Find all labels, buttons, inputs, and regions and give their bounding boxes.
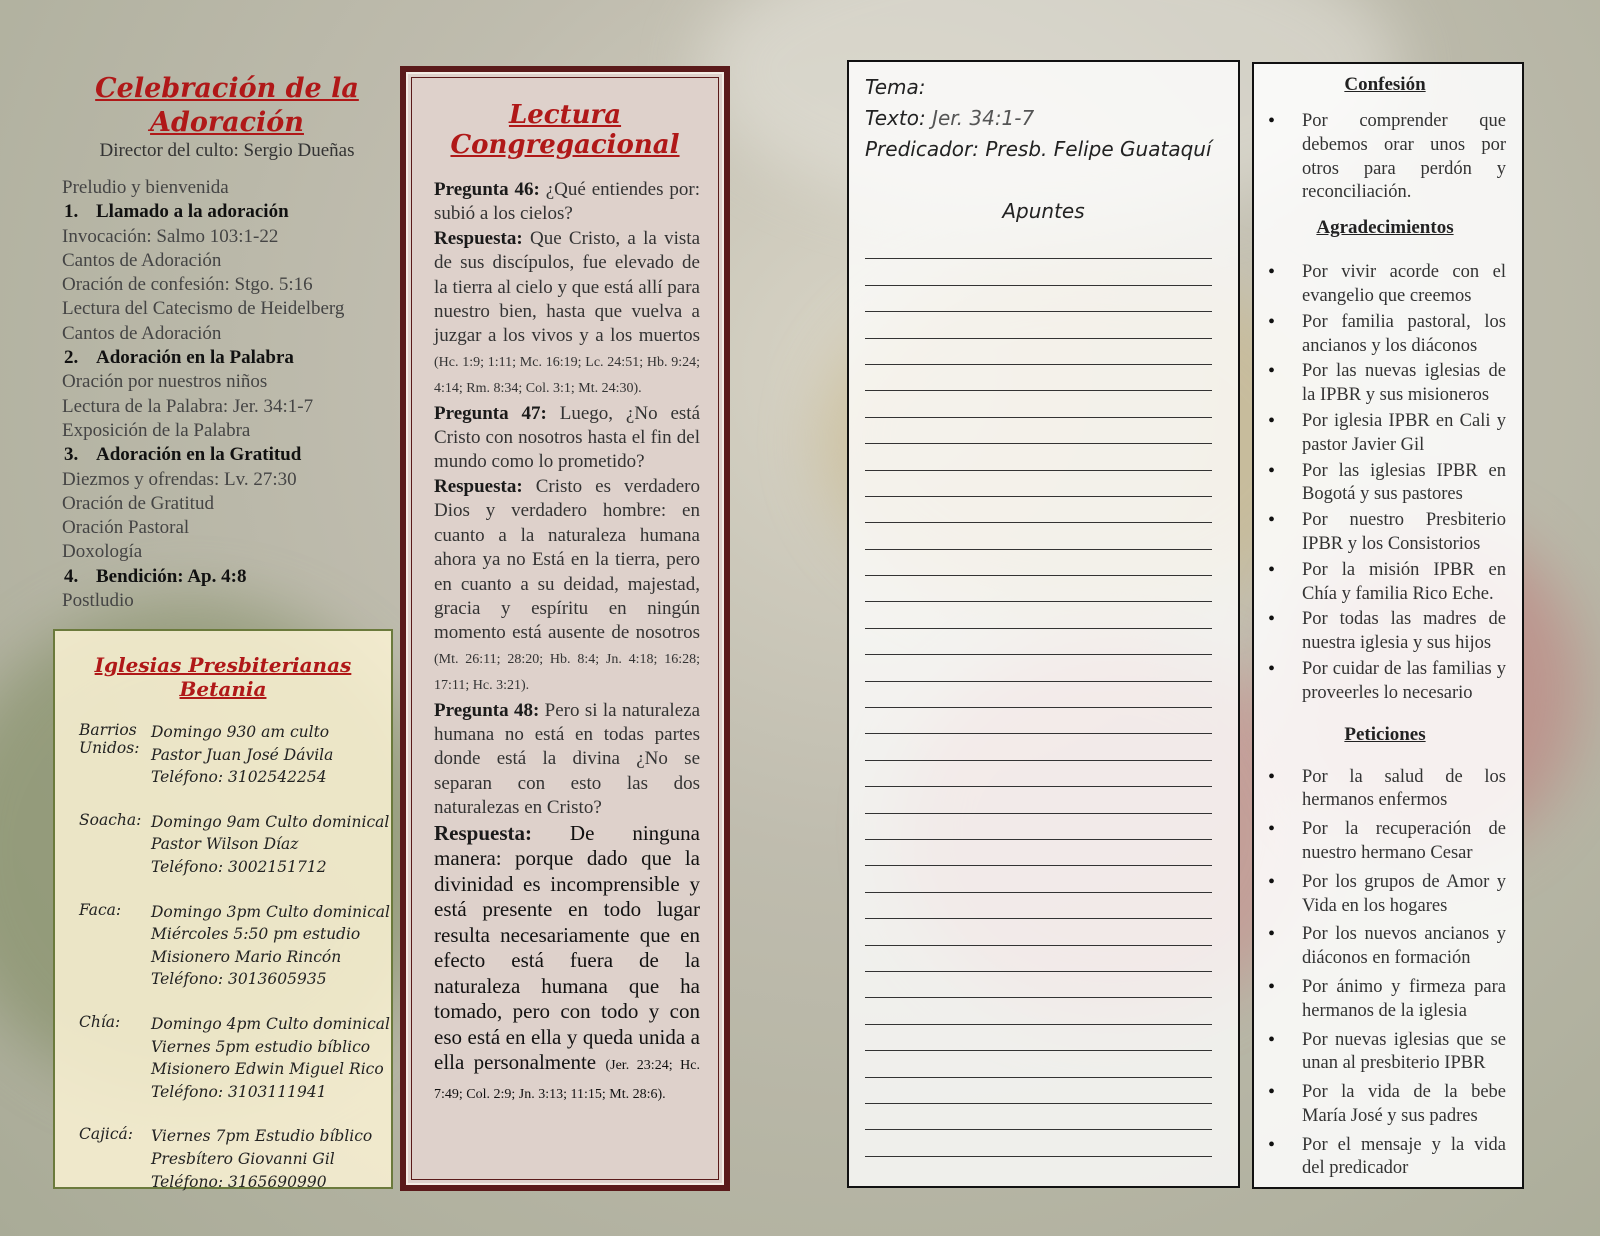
- church-details: [151, 1013, 390, 1103]
- order-text: Invocación: Salmo 103:1-22: [62, 225, 279, 247]
- a47-text: Cristo es verdadero Dios y verdadero hombre: en cuanto a la naturaleza humana ahora ya no Está en la tierra, pero en cuanto a su deidad, majestad, gracia y espíritu en ningún momento está ausente de nosotros: [434, 475, 700, 644]
- q48-label: Pregunta 48:: [434, 699, 540, 721]
- note-line[interactable]: [865, 391, 1212, 417]
- note-line[interactable]: [865, 233, 1212, 259]
- q47-label: Pregunta 47:: [434, 402, 547, 424]
- order-item: [62, 273, 392, 297]
- churches-box: [53, 629, 393, 1189]
- q47-text: Luego, ¿No está Cristo con nosotros hasta el fin del mundo como lo prometido?: [434, 402, 701, 473]
- note-line[interactable]: [865, 365, 1212, 391]
- agradecimientos-title: Agradecimientos: [1316, 217, 1454, 239]
- church-entry: [79, 811, 391, 879]
- prayer-item: • Por los grupos de Amor y Vida en los hogares: [1264, 871, 1506, 919]
- a48-label: Respuesta:: [434, 820, 532, 845]
- church-details: [151, 811, 389, 879]
- prayer-item: • Por iglesia IPBR en Cali y pastor Javier Gil: [1264, 410, 1506, 458]
- church-detail-line: Domingo 9am Culto dominical: [151, 812, 390, 831]
- prayer-item: • Por la vida de la bebe María José y sus padres: [1264, 1081, 1506, 1129]
- note-line[interactable]: [865, 998, 1212, 1024]
- reading-title: Lectura Congregacional: [450, 100, 680, 160]
- predicador-label: Predicador:: [865, 137, 979, 161]
- note-line[interactable]: [865, 1078, 1212, 1104]
- order-text: Llamado a la adoración: [96, 201, 289, 223]
- question-47: [434, 402, 700, 475]
- note-line[interactable]: [865, 787, 1212, 813]
- note-line[interactable]: [865, 814, 1212, 840]
- order-text: Diezmos y ofrendas: Lv. 27:30: [62, 468, 297, 490]
- note-line[interactable]: [865, 919, 1212, 945]
- prayer-item: • Por los nuevos ancianos y diáconos en formación: [1264, 923, 1506, 971]
- section-number: 1.: [64, 201, 79, 223]
- order-section-heading: [62, 565, 392, 589]
- note-line[interactable]: [865, 682, 1212, 708]
- church-entry: [79, 1013, 391, 1103]
- answer-46: [434, 227, 700, 402]
- church-detail-line: Pastor Juan José Dávila: [151, 745, 334, 764]
- church-detail-line: Domingo 930 am culto: [151, 723, 330, 741]
- order-list: [62, 176, 392, 613]
- question-48: [434, 699, 700, 821]
- prayer-item: • Por las iglesias IPBR en Bogotá y sus pastores: [1264, 460, 1506, 508]
- prayer-item: • Por comprender que debemos orar unos por otros para perdón y reconciliación.: [1264, 110, 1506, 205]
- church-detail-line: Viernes 7pm Estudio bíblico: [151, 1127, 373, 1146]
- answer-47: [434, 475, 700, 699]
- order-item: [62, 225, 392, 249]
- order-text: Oración de Gratitud: [62, 492, 214, 514]
- question-46: [434, 178, 700, 227]
- note-line[interactable]: [865, 497, 1212, 523]
- church-entry: [79, 721, 391, 789]
- church-list: [55, 721, 391, 1193]
- prayer-item: • Por vivir acorde con el evangelio que creemos: [1264, 261, 1506, 309]
- a46-ref: (Hc. 1:9; 1:11; Mc. 16:19; Lc. 24:51; Hb. 9:24; 4:14; Rm. 8:34; Col. 3:1; Mt. 24:30).: [434, 354, 700, 397]
- order-text: Bendición: Ap. 4:8: [96, 565, 247, 587]
- note-line[interactable]: [865, 550, 1212, 576]
- note-line[interactable]: [865, 259, 1212, 285]
- prayer-panel: [1252, 62, 1524, 1189]
- prayer-item: • Por la misión IPBR en Chía y familia Rico Eche.: [1264, 559, 1506, 607]
- note-line[interactable]: [865, 893, 1212, 919]
- prayer-item: • Por la recuperación de nuestro hermano Cesar: [1264, 818, 1506, 866]
- order-item: [62, 589, 392, 613]
- prayer-item: • Por familia pastoral, los ancianos y los diáconos: [1264, 311, 1506, 359]
- tema-label: Tema:: [865, 75, 926, 99]
- order-text: Oración por nuestros niños: [62, 371, 268, 393]
- order-title: Celebración de la Adoración: [95, 73, 359, 138]
- reading-frame: [400, 66, 730, 1191]
- church-location: Faca:: [79, 900, 122, 919]
- section-number: 3.: [64, 444, 79, 466]
- order-text: Postludio: [62, 590, 134, 612]
- predicador-row: [865, 134, 1238, 165]
- note-lines: [849, 233, 1238, 1157]
- order-item: [62, 492, 392, 516]
- order-text: Oración Pastoral: [62, 517, 190, 539]
- texto-value: Jer. 34:1-7: [932, 106, 1035, 130]
- note-line[interactable]: [865, 629, 1212, 655]
- order-text: Doxología: [62, 541, 143, 563]
- prayer-item: • Por el mensaje y la vida del predicador: [1264, 1134, 1506, 1182]
- church-detail-line: Teléfono: 3013605935: [151, 970, 327, 989]
- prayer-item: • Por nuevas iglesias que se unan al presbiterio IPBR: [1264, 1029, 1506, 1077]
- order-item: [62, 419, 392, 443]
- prayer-item: • Por todas las madres de nuestra iglesia y sus hijos: [1264, 608, 1506, 656]
- q48-text: Pero si la naturaleza humana no está en todas partes donde está la divina ¿No se separan con esto las dos naturalezas en Cristo?: [434, 699, 701, 819]
- confesion-title: Confesión: [1344, 74, 1426, 95]
- order-item: [62, 468, 392, 492]
- prayer-item: • Por cuidar de las familias y proveerles lo necesario: [1264, 658, 1506, 706]
- church-location: Soacha:: [79, 810, 142, 829]
- note-line[interactable]: [865, 972, 1212, 998]
- order-item: [62, 297, 392, 321]
- order-item: [62, 540, 392, 564]
- church-detail-line: Domingo 4pm Culto dominical: [151, 1014, 391, 1033]
- peticiones-title: Peticiones: [1344, 723, 1426, 745]
- director: Director del culto: Sergio Dueñas: [99, 140, 355, 161]
- q46-text: ¿Qué entiendes por: subió a los cielos?: [434, 179, 700, 225]
- sermon-meta: [865, 72, 1238, 165]
- order-item: [62, 370, 392, 394]
- church-detail-line: Domingo 3pm Culto dominical: [151, 902, 391, 921]
- note-line[interactable]: [865, 946, 1212, 972]
- note-line[interactable]: [865, 866, 1212, 892]
- confesion-list: [1264, 110, 1506, 205]
- church-location: Chía:: [79, 1012, 121, 1031]
- church-detail-line: Teléfono: 3165690990: [151, 1172, 327, 1191]
- church-detail-line: Viernes 5pm estudio bíblico: [151, 1037, 371, 1056]
- church-details: [151, 901, 390, 991]
- tema-row: [865, 72, 1238, 103]
- note-line[interactable]: [865, 339, 1212, 365]
- church-detail-line: Misionero Mario Rincón: [151, 947, 342, 966]
- sermon-notes: [847, 60, 1240, 1188]
- order-text: Cantos de Adoración: [62, 322, 222, 344]
- a47-label: Respuesta:: [434, 475, 523, 497]
- agradecimientos-list: [1264, 261, 1506, 705]
- order-text: Lectura del Catecismo de Heidelberg: [62, 298, 345, 320]
- church-detail-line: Miércoles 5:50 pm estudio: [151, 925, 361, 944]
- order-section-heading: [62, 443, 392, 467]
- answer-48: [434, 821, 700, 1108]
- church-detail-line: Teléfono: 3102542254: [151, 768, 327, 787]
- church-detail-line: Misionero Edwin Miguel Rico: [151, 1060, 384, 1079]
- note-line[interactable]: [865, 471, 1212, 497]
- church-detail-line: Teléfono: 3103111941: [151, 1082, 327, 1101]
- reading-body: [408, 178, 722, 1107]
- order-text: Adoración en la Gratitud: [96, 444, 302, 466]
- q46-label: Pregunta 46:: [434, 179, 540, 200]
- a48-ref: (Jer. 23:24; Hc. 7:49; Col. 2:9; Jn. 3:13; 11:15; Mt. 28:6).: [434, 1058, 701, 1102]
- note-line[interactable]: [865, 761, 1212, 787]
- churches-title: Iglesias Presbiterianas Betania: [94, 653, 352, 701]
- note-line[interactable]: [865, 576, 1212, 602]
- church-details: [151, 1125, 372, 1193]
- note-line[interactable]: [865, 444, 1212, 470]
- note-line[interactable]: [865, 523, 1212, 549]
- section-number: 4.: [64, 565, 79, 587]
- prayer-item: • Por las nuevas iglesias de la IPBR y sus misioneros: [1264, 360, 1506, 408]
- note-line[interactable]: [865, 1130, 1212, 1156]
- order-text: Lectura de la Palabra: Jer. 34:1-7: [62, 395, 314, 417]
- church-detail-line: Presbítero Giovanni Gil: [151, 1149, 335, 1168]
- texto-label: Texto:: [865, 106, 926, 130]
- order-item: [62, 516, 392, 540]
- church-detail-line: Pastor Wilson Díaz: [151, 835, 299, 854]
- note-line[interactable]: [865, 602, 1212, 628]
- order-text: Oración de confesión: Stgo. 5:16: [62, 274, 313, 296]
- church-location: Cajicá:: [79, 1125, 134, 1144]
- reading-panel: [406, 72, 724, 1185]
- order-item: [62, 322, 392, 346]
- church-location: Barrios Unidos:: [79, 721, 140, 757]
- texto-row: [865, 103, 1238, 134]
- note-line[interactable]: [865, 840, 1212, 866]
- order-item: [62, 249, 392, 273]
- predicador-value: Presb. Felipe Guataquí: [985, 137, 1212, 161]
- prayer-item: • Por ánimo y firmeza para hermanos de la iglesia: [1264, 976, 1506, 1024]
- peticiones-list: [1264, 766, 1506, 1182]
- order-item: [62, 395, 392, 419]
- note-line[interactable]: [865, 286, 1212, 312]
- order-text: Preludio y bienvenida: [62, 177, 229, 198]
- note-line[interactable]: [865, 312, 1212, 338]
- note-line[interactable]: [865, 708, 1212, 734]
- order-of-worship: [62, 72, 392, 613]
- order-text: Adoración en la Palabra: [96, 347, 294, 369]
- church-details: [151, 721, 333, 789]
- a46-text: Que Cristo, a la vista de sus discípulos, fue elevado de la tierra al cielo y que está allí para nuestro bien, hasta que vuelva a juzgar a los vivos y a los muertos: [434, 227, 701, 347]
- note-line[interactable]: [865, 655, 1212, 681]
- church-entry: [79, 1125, 391, 1193]
- note-line[interactable]: [865, 1025, 1212, 1051]
- prayer-item: • Por la salud de los hermanos enfermos: [1264, 766, 1506, 814]
- church-entry: [79, 901, 391, 991]
- note-line[interactable]: [865, 734, 1212, 760]
- prayer-item: • Por nuestro Presbiterio IPBR y los Consistorios: [1264, 509, 1506, 557]
- note-line[interactable]: [865, 418, 1212, 444]
- a47-ref: (Mt. 26:11; 28:20; Hb. 8:4; Jn. 4:18; 16:28; 17:11; Hc. 3:21).: [434, 651, 700, 694]
- church-detail-line: Teléfono: 3002151712: [151, 857, 327, 876]
- order-section-heading: [62, 346, 392, 370]
- section-number: 2.: [64, 347, 79, 369]
- a48-text: De ninguna manera: porque dado que la divinidad es incomprensible y está presente en todo lugar resulta necesariamente que en efecto está fuera de la naturaleza humana que ha tomado, pero con todo y con eso está en ella y queda unida a ella personalmente: [434, 820, 700, 1075]
- order-item: [62, 176, 392, 200]
- apuntes-heading: Apuntes: [1002, 199, 1085, 223]
- a46-label: Respuesta:: [434, 227, 523, 249]
- note-line[interactable]: [865, 1051, 1212, 1077]
- order-section-heading: [62, 200, 392, 224]
- note-line[interactable]: [865, 1104, 1212, 1130]
- order-text: Exposición de la Palabra: [62, 419, 251, 441]
- order-text: Cantos de Adoración: [62, 249, 222, 271]
